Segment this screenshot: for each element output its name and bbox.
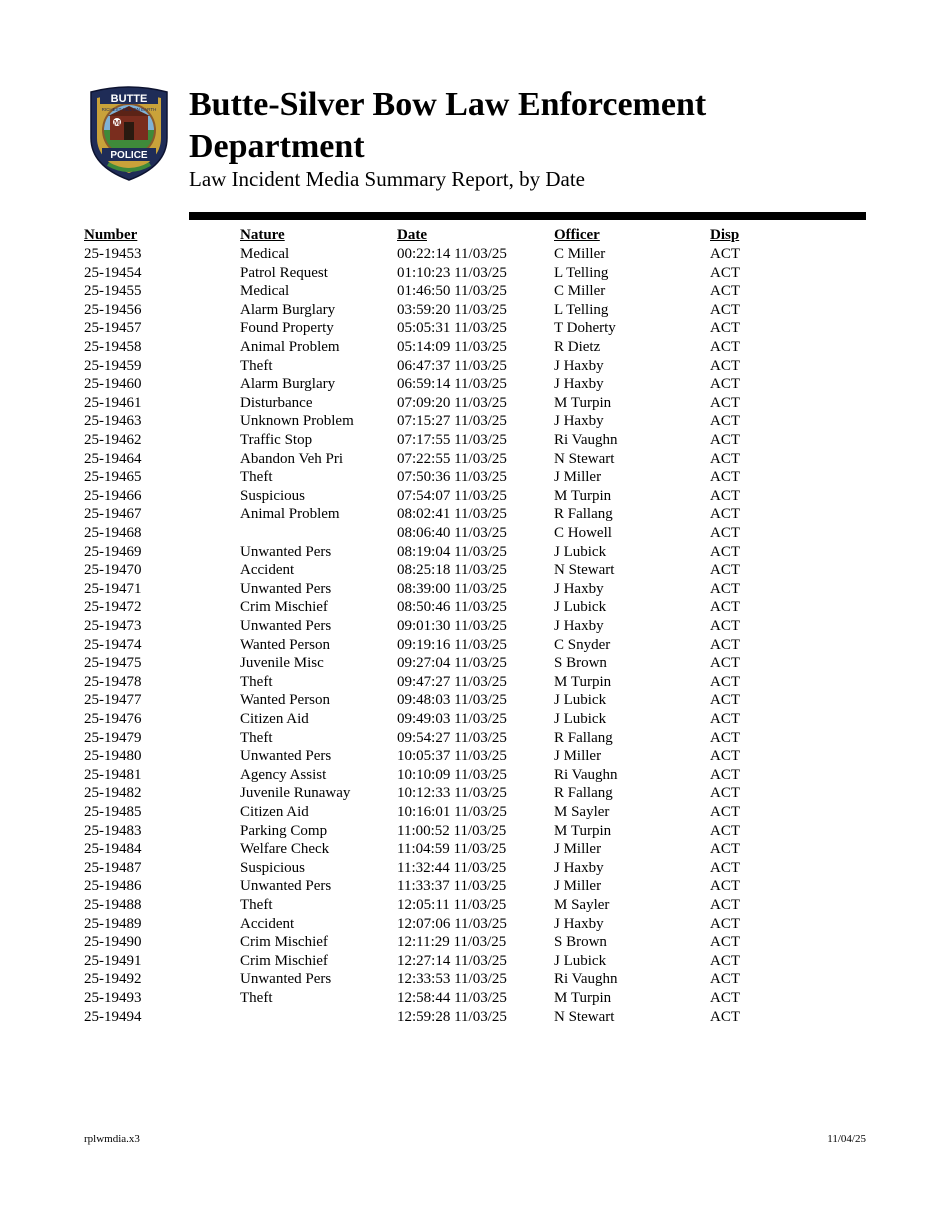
cell-nature: Welfare Check	[240, 841, 330, 858]
cell-number: 25-19484	[84, 841, 142, 858]
cell-number: 25-19479	[84, 729, 142, 746]
cell-nature: Unknown Problem	[240, 413, 354, 430]
cell-officer: J Haxby	[554, 413, 604, 430]
cell-number: 25-19494	[84, 1008, 142, 1025]
cell-disp: ACT	[710, 841, 740, 858]
footer-print-date: 11/04/25	[827, 1133, 866, 1145]
cell-disp: ACT	[710, 525, 740, 541]
cell-nature: Unwanted Pers	[240, 618, 332, 634]
cell-date: 10:16:01 11/03/25	[397, 804, 507, 820]
column-header-officer: Officer	[554, 227, 600, 243]
cell-nature: Alarm Burglary	[240, 301, 336, 318]
cell-nature: Abandon Veh Pri	[240, 450, 344, 467]
cell-number: 25-19486	[84, 878, 142, 895]
cell-disp: ACT	[710, 673, 740, 690]
cell-disp: ACT	[710, 394, 740, 411]
cell-officer: M Turpin	[554, 822, 612, 839]
cell-officer: N Stewart	[554, 450, 615, 467]
cell-date: 05:14:09 11/03/25	[397, 339, 507, 355]
cell-number: 25-19464	[84, 450, 142, 467]
cell-number: 25-19477	[84, 692, 142, 709]
cell-officer: J Lubick	[554, 711, 607, 727]
cell-date: 01:46:50 11/03/25	[397, 283, 507, 300]
cell-date: 12:07:06 11/03/25	[397, 915, 507, 932]
cell-disp: ACT	[710, 599, 740, 616]
cell-date: 12:27:14 11/03/25	[397, 952, 507, 969]
cell-officer: C Miller	[554, 246, 606, 262]
cell-date: 06:47:37 11/03/25	[397, 357, 507, 374]
cell-nature: Unwanted Pers	[240, 878, 332, 895]
cell-date: 11:00:52 11/03/25	[397, 822, 507, 839]
cell-disp: ACT	[710, 320, 740, 337]
cell-nature: Found Property	[240, 320, 334, 337]
cell-number: 25-19468	[84, 525, 142, 541]
cell-disp: ACT	[710, 264, 740, 281]
cell-date: 03:59:20 11/03/25	[397, 301, 507, 318]
cell-disp: ACT	[710, 246, 740, 262]
cell-number: 25-19470	[84, 562, 142, 579]
cell-officer: M Turpin	[554, 673, 612, 690]
cell-date: 12:33:53 11/03/25	[397, 971, 507, 988]
cell-number: 25-19478	[84, 673, 142, 690]
cell-number: 25-19485	[84, 804, 142, 820]
cell-officer: R Dietz	[554, 339, 601, 355]
cell-number: 25-19462	[84, 432, 142, 448]
cell-disp: ACT	[710, 934, 740, 951]
cell-disp: ACT	[710, 562, 740, 579]
cell-number: 25-19461	[84, 394, 142, 411]
cell-date: 11:33:37 11/03/25	[397, 878, 507, 895]
cell-nature: Theft	[240, 990, 273, 1006]
cell-nature: Crim Mischief	[240, 599, 328, 616]
cell-officer: J Lubick	[554, 599, 607, 616]
cell-nature: Unwanted Pers	[240, 543, 332, 560]
cell-disp: ACT	[710, 618, 740, 634]
cell-disp: ACT	[710, 748, 740, 765]
cell-nature: Suspicious	[240, 487, 306, 504]
cell-date: 07:22:55 11/03/25	[397, 450, 507, 467]
cell-disp: ACT	[710, 636, 740, 653]
cell-disp: ACT	[710, 971, 740, 988]
cell-officer: L Telling	[554, 264, 609, 281]
cell-nature: Disturbance	[240, 394, 313, 411]
cell-nature: Crim Mischief	[240, 952, 328, 969]
cell-officer: Ri Vaughn	[554, 432, 618, 448]
cell-number: 25-19483	[84, 822, 142, 839]
cell-date: 12:05:11 11/03/25	[397, 897, 507, 913]
report-subtitle: Law Incident Media Summary Report, by Date	[189, 167, 585, 191]
cell-date: 10:10:09 11/03/25	[397, 766, 507, 783]
cell-officer: M Turpin	[554, 394, 612, 411]
cell-officer: J Miller	[554, 469, 602, 486]
cell-officer: J Lubick	[554, 543, 607, 560]
cell-nature: Theft	[240, 729, 273, 746]
cell-officer: J Haxby	[554, 859, 604, 876]
cell-disp: ACT	[710, 711, 740, 727]
cell-date: 08:50:46 11/03/25	[397, 599, 507, 616]
cell-disp: ACT	[710, 990, 740, 1006]
cell-disp: ACT	[710, 692, 740, 709]
cell-officer: J Haxby	[554, 357, 604, 374]
cell-number: 25-19489	[84, 915, 142, 932]
cell-date: 08:19:04 11/03/25	[397, 543, 507, 560]
cell-date: 08:39:00 11/03/25	[397, 580, 507, 597]
svg-text:BUTTE: BUTTE	[110, 93, 148, 105]
cell-officer: C Miller	[554, 283, 606, 300]
cell-officer: R Fallang	[554, 785, 613, 802]
cell-date: 12:59:28 11/03/25	[397, 1008, 507, 1025]
cell-nature: Wanted Person	[240, 636, 331, 653]
cell-nature: Theft	[240, 673, 273, 690]
cell-officer: S Brown	[554, 655, 607, 672]
cell-number: 25-19458	[84, 339, 142, 355]
cell-date: 11:32:44 11/03/25	[397, 859, 507, 876]
cell-officer: C Howell	[554, 525, 612, 541]
cell-disp: ACT	[710, 580, 740, 597]
cell-officer: R Fallang	[554, 729, 613, 746]
cell-officer: J Lubick	[554, 952, 607, 969]
cell-date: 07:54:07 11/03/25	[397, 487, 507, 504]
cell-officer: J Haxby	[554, 915, 604, 932]
cell-number: 25-19456	[84, 301, 142, 318]
cell-nature: Unwanted Pers	[240, 748, 332, 765]
cell-date: 05:05:31 11/03/25	[397, 320, 507, 337]
cell-number: 25-19460	[84, 376, 142, 393]
cell-date: 09:27:04 11/03/25	[397, 655, 507, 672]
cell-disp: ACT	[710, 822, 740, 839]
cell-nature: Unwanted Pers	[240, 580, 332, 597]
cell-officer: C Snyder	[554, 636, 611, 653]
cell-disp: ACT	[710, 301, 740, 318]
cell-nature: Juvenile Runaway	[240, 785, 351, 802]
cell-number: 25-19469	[84, 543, 142, 560]
cell-date: 09:49:03 11/03/25	[397, 711, 507, 727]
cell-officer: N Stewart	[554, 562, 615, 579]
cell-officer: M Turpin	[554, 990, 612, 1006]
cell-nature: Citizen Aid	[240, 804, 309, 820]
cell-date: 07:15:27 11/03/25	[397, 413, 507, 430]
cell-nature: Citizen Aid	[240, 711, 309, 727]
cell-number: 25-19493	[84, 990, 142, 1006]
cell-date: 01:10:23 11/03/25	[397, 264, 507, 281]
cell-officer: J Lubick	[554, 692, 607, 709]
cell-disp: ACT	[710, 897, 740, 913]
cell-officer: T Doherty	[554, 320, 616, 337]
cell-disp: ACT	[710, 1008, 740, 1025]
cell-number: 25-19475	[84, 655, 142, 672]
svg-text:RICHEST HILL ON EARTH: RICHEST HILL ON EARTH	[101, 107, 157, 112]
header-divider	[189, 212, 866, 220]
cell-number: 25-19482	[84, 785, 142, 802]
cell-nature: Patrol Request	[240, 264, 328, 281]
cell-date: 07:09:20 11/03/25	[397, 394, 507, 411]
cell-disp: ACT	[710, 785, 740, 802]
cell-officer: N Stewart	[554, 1008, 615, 1025]
cell-disp: ACT	[710, 450, 740, 467]
cell-date: 09:48:03 11/03/25	[397, 692, 507, 709]
cell-nature: Animal Problem	[240, 339, 340, 355]
cell-number: 25-19453	[84, 246, 142, 262]
cell-disp: ACT	[710, 804, 740, 820]
cell-nature: Alarm Burglary	[240, 376, 336, 393]
cell-nature: Theft	[240, 357, 273, 374]
cell-number: 25-19465	[84, 469, 142, 486]
cell-nature: Accident	[240, 562, 295, 579]
cell-disp: ACT	[710, 487, 740, 504]
cell-officer: S Brown	[554, 934, 607, 951]
cell-date: 12:58:44 11/03/25	[397, 990, 507, 1006]
cell-disp: ACT	[710, 766, 740, 783]
cell-nature: Unwanted Pers	[240, 971, 332, 988]
cell-disp: ACT	[710, 432, 740, 448]
cell-nature: Wanted Person	[240, 692, 331, 709]
cell-date: 07:50:36 11/03/25	[397, 469, 507, 486]
cell-nature: Theft	[240, 897, 273, 913]
cell-number: 25-19454	[84, 264, 142, 281]
cell-officer: J Miller	[554, 841, 602, 858]
cell-officer: Ri Vaughn	[554, 766, 618, 783]
cell-number: 25-19472	[84, 599, 142, 616]
cell-number: 25-19455	[84, 283, 142, 300]
cell-date: 08:25:18 11/03/25	[397, 562, 507, 579]
cell-date: 10:05:37 11/03/25	[397, 748, 507, 765]
cell-disp: ACT	[710, 469, 740, 486]
cell-officer: M Sayler	[554, 897, 610, 913]
cell-officer: J Miller	[554, 878, 602, 895]
cell-disp: ACT	[710, 878, 740, 895]
cell-disp: ACT	[710, 283, 740, 300]
column-header-number: Number	[84, 227, 138, 243]
cell-disp: ACT	[710, 357, 740, 374]
cell-officer: J Haxby	[554, 376, 604, 393]
cell-officer: L Telling	[554, 301, 609, 318]
cell-disp: ACT	[710, 413, 740, 430]
column-header-date: Date	[397, 227, 427, 243]
svg-text:M: M	[113, 119, 121, 127]
cell-nature: Medical	[240, 246, 290, 262]
cell-number: 25-19481	[84, 766, 142, 783]
cell-date: 07:17:55 11/03/25	[397, 432, 507, 448]
cell-date: 00:22:14 11/03/25	[397, 246, 507, 262]
cell-date: 11:04:59 11/03/25	[397, 841, 507, 858]
cell-number: 25-19459	[84, 357, 142, 374]
column-header-disp: Disp	[710, 227, 740, 243]
cell-date: 09:47:27 11/03/25	[397, 673, 507, 690]
cell-nature: Accident	[240, 915, 295, 932]
cell-disp: ACT	[710, 543, 740, 560]
cell-date: 09:54:27 11/03/25	[397, 729, 507, 746]
footer-report-code: rplwmdia.x3	[84, 1133, 140, 1145]
cell-date: 09:01:30 11/03/25	[397, 618, 507, 634]
cell-number: 25-19476	[84, 711, 142, 727]
cell-officer: J Haxby	[554, 618, 604, 634]
cell-number: 25-19457	[84, 320, 142, 337]
cell-disp: ACT	[710, 339, 740, 355]
cell-nature: Medical	[240, 283, 290, 300]
cell-officer: J Haxby	[554, 580, 604, 597]
cell-nature: Agency Assist	[240, 766, 327, 783]
report-title: Butte-Silver Bow Law Enforcement Department	[189, 86, 707, 165]
column-header-nature: Nature	[240, 227, 285, 243]
cell-number: 25-19474	[84, 636, 142, 653]
cell-officer: R Fallang	[554, 506, 613, 523]
cell-date: 10:12:33 11/03/25	[397, 785, 507, 802]
cell-number: 25-19480	[84, 748, 142, 765]
cell-date: 12:11:29 11/03/25	[397, 934, 507, 951]
cell-officer: J Miller	[554, 748, 602, 765]
cell-date: 09:19:16 11/03/25	[397, 636, 507, 653]
cell-nature: Parking Comp	[240, 822, 328, 839]
cell-officer: Ri Vaughn	[554, 971, 618, 988]
cell-number: 25-19463	[84, 413, 142, 430]
cell-disp: ACT	[710, 952, 740, 969]
cell-disp: ACT	[710, 655, 740, 672]
svg-text:POLICE: POLICE	[110, 150, 148, 161]
cell-officer: M Turpin	[554, 487, 612, 504]
cell-number: 25-19491	[84, 952, 142, 969]
cell-nature: Traffic Stop	[240, 432, 313, 448]
cell-date: 08:06:40 11/03/25	[397, 525, 507, 541]
cell-nature: Suspicious	[240, 859, 306, 876]
cell-number: 25-19473	[84, 618, 142, 634]
cell-disp: ACT	[710, 729, 740, 746]
cell-nature: Theft	[240, 469, 273, 486]
cell-disp: ACT	[710, 506, 740, 523]
cell-number: 25-19488	[84, 897, 142, 913]
cell-number: 25-19471	[84, 580, 142, 597]
cell-officer: M Sayler	[554, 804, 610, 820]
cell-number: 25-19492	[84, 971, 142, 988]
cell-disp: ACT	[710, 376, 740, 393]
cell-nature: Juvenile Misc	[240, 655, 324, 672]
cell-disp: ACT	[710, 915, 740, 932]
police-badge-logo	[86, 86, 172, 182]
cell-disp: ACT	[710, 859, 740, 876]
cell-number: 25-19487	[84, 859, 142, 876]
cell-number: 25-19490	[84, 934, 142, 951]
cell-date: 08:02:41 11/03/25	[397, 506, 507, 523]
cell-nature: Animal Problem	[240, 506, 340, 523]
cell-number: 25-19467	[84, 506, 142, 523]
cell-date: 06:59:14 11/03/25	[397, 376, 507, 393]
cell-number: 25-19466	[84, 487, 142, 504]
cell-nature: Crim Mischief	[240, 934, 328, 951]
